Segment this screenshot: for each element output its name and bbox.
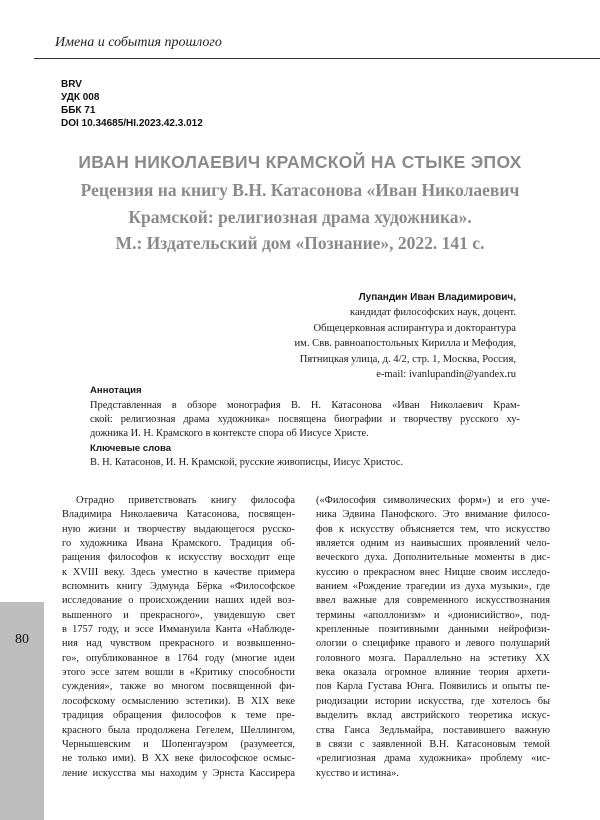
abstract-line: дожника И. Н. Крамского в контексте спора об Иисусе Христе. (90, 428, 369, 440)
body-text-line: Владимира Николаевича Катасонова, посвящен- (62, 509, 295, 521)
author-block (116, 290, 516, 382)
body-text-line: («Философия символических форм») и его уче- (316, 495, 550, 506)
body-text-line: традиция обращения философов к теме пре- (62, 710, 295, 722)
author-email[interactable]: e-mail: ivanlupandin@yandex.ru (376, 369, 516, 381)
body-column-right (316, 494, 550, 781)
article-metadata (61, 78, 203, 130)
article-subtitle-line-3: М.: Издательский дом «Познание», 2022. 141 с. (115, 233, 485, 253)
body-text-line: ства Ганса Зедльмайра, поставившего важную (316, 724, 550, 736)
body-text-line: вышенного и прекрасного», увидевшую свет (62, 609, 295, 621)
body-text-line: го художника Ивана Крамского. Традиция об- (62, 538, 295, 550)
body-text-line: термины «аполлонизм» и «дионисийство», под- (316, 609, 550, 621)
body-text-line: пов Карла Густава Юнга. Появились и опыты пе- (316, 681, 550, 693)
abstract-block (90, 384, 520, 471)
body-text-line: Чернышевским и Шопенгауэром (разумеется, (62, 738, 295, 750)
body-text-line: Отрадно приветствовать книгу философа (76, 495, 295, 506)
body-text-line: ление искусства мы находим у Эрнста Кассирера (62, 767, 295, 779)
body-text-line: вспомнить книгу Эдмунда Бёрка «Философское (62, 581, 295, 593)
doi[interactable]: DOI 10.34685/HI.2023.42.3.012 (61, 118, 203, 129)
body-text-line: века оказала огромное влияние теория архети- (316, 667, 550, 679)
abstract-line: Представленная в обзоре монография В. Н. Катасонова «Иван Николаевич Крам- (90, 399, 520, 411)
body-text-line: ную жизни и творчеству выдающегося русско- (62, 523, 295, 535)
body-text-line: исследование о происхождении наших идей воз- (62, 595, 295, 607)
body-text-line: ванием «Рождение трагедии из духа музыки», где (316, 581, 550, 593)
header-divider (34, 58, 600, 59)
body-text-line: крепленные позитивными данными нейрофизи- (316, 624, 550, 636)
keywords-heading: Ключевые слова (90, 442, 172, 454)
author-affiliation: Общецерковная аспирантура и докторантура (313, 322, 516, 334)
body-text-line: риодизации истории искусства, где хотелось бы (316, 695, 550, 707)
body-text-line: является одним из наивысших проявлений чело- (316, 538, 550, 550)
body-text-line: этого эссе затем вошли в «Критику способности (62, 667, 295, 679)
body-text-line: куссию о прекрасном внес Ницше своим исследо- (316, 566, 550, 578)
body-column-left (62, 494, 295, 781)
body-text-line: веческого духа. Дополнительные моменты в дис- (316, 552, 550, 564)
body-text-line: головного мозга. Параллельно на эстетику XX (316, 652, 550, 664)
body-text-line: к XVIII веку. Здесь уместно в качестве примера (62, 566, 295, 578)
body-text-line: ологии о специфике правого и левого полушарий (316, 638, 550, 650)
body-text-line: ния над чувством прекрасного и возвышенно- (62, 638, 295, 650)
body-text-line: ввел важные для современного искусствознания (316, 595, 550, 607)
bbk-code: ББК 71 (61, 105, 96, 116)
body-text-line: ращения философов к искусству восходит еще (62, 552, 295, 564)
body-text-line: «религиозная драма художника» проблему «ис- (316, 753, 550, 765)
body-text-line: фов к искусству объясняется тем, что искусство (316, 523, 550, 535)
article-title: ИВАН НИКОЛАЕВИЧ КРАМСКОЙ НА СТЫКЕ ЭПОХ (78, 152, 522, 172)
body-text-line: кусство и истина». (316, 767, 399, 779)
body-text-line: ника Эдвина Панофского. Это внимание филосо- (316, 509, 550, 521)
page-number: 80 (15, 632, 29, 647)
author-degree: кандидат философских наук, доцент. (349, 307, 516, 319)
article-subtitle-line-2: Крамской: религиозная драма художника». (128, 207, 472, 227)
author-affiliation-2: им. Свв. равноапостольных Кирилла и Мефодия, (294, 338, 516, 350)
body-text-line: красного была продолжена Гегелем, Шеллингом, (62, 724, 295, 736)
abstract-heading: Аннотация (90, 385, 142, 396)
udk-code: УДК 008 (61, 92, 100, 103)
keywords-text: В. Н. Катасонов, И. Н. Крамской, русские живописцы, Иисус Христос. (90, 457, 404, 469)
body-text-line: выделить вклад австрийского теоретика искус- (316, 710, 550, 722)
brv-code: BRV (61, 79, 82, 90)
body-text-line: не только ими). В XX веке философское осмыс- (62, 753, 295, 765)
body-text-line: лософскому осмыслению эстетики). В XIX веке (62, 695, 295, 707)
author-name: Лупандин Иван Владимирович, (358, 292, 516, 303)
body-text-line: суждения», также во многом посвященной фи- (62, 681, 295, 693)
body-text-line: в связи с заявленной В.Н. Катасоновым темой (316, 738, 550, 750)
section-header: Имена и события прошлого (55, 35, 222, 50)
abstract-line: ской: религиозная драма художника» посвящена биографии и творчеству русского ху- (90, 413, 520, 425)
body-text-line: го», опубликованное в 1764 году (многие идеи (62, 652, 295, 664)
article-subtitle-line-1: Рецензия на книгу В.Н. Катасонова «Иван Николаевич (80, 180, 520, 200)
author-address: Пятницкая улица, д. 4/2, стр. 1, Москва, Россия, (299, 353, 516, 365)
body-text-line: в 1757 году, и эссе Иммануила Канта «Наблюде- (62, 624, 295, 636)
